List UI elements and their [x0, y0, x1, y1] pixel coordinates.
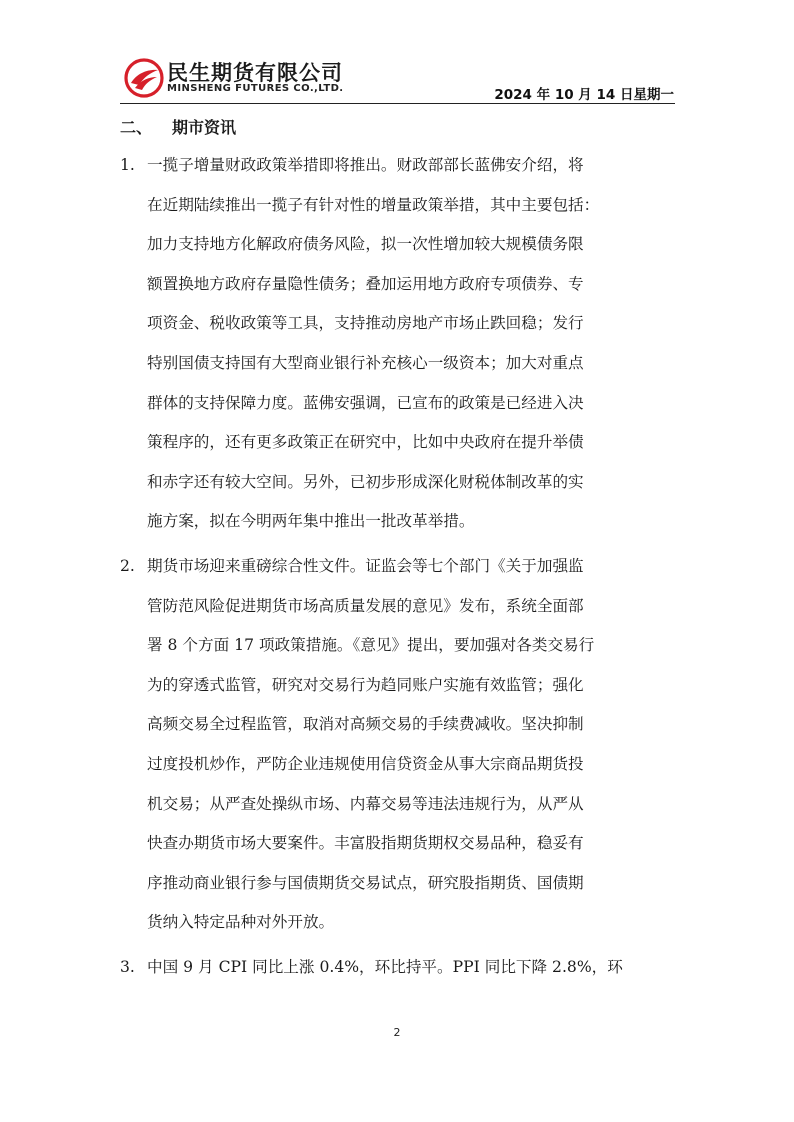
- company-logo: [124, 56, 364, 100]
- news-line: 在近期陆续推出一揽子有针对性的增量政策举措，其中主要包括：: [147, 195, 600, 214]
- news-item: [120, 146, 680, 542]
- report-date: 2024 年 10 月 14 日星期一: [494, 87, 674, 103]
- news-line: 机交易；从严查处操纵市场、内幕交易等违法违规行为，从严从: [147, 794, 584, 813]
- news-line: 策程序的，还有更多政策正在研究中，比如中央政府在提升举债: [147, 433, 584, 452]
- news-line: 群体的支持保障力度。蓝佛安强调，已宣布的政策是已经进入决: [147, 393, 584, 412]
- page-number: 2: [393, 1026, 401, 1039]
- news-line: 额置换地方政府存量隐性债务；叠加运用地方政府专项债券、专: [147, 274, 584, 293]
- news-line: 特别国债支持国有大型商业银行补充核心一级资本；加大对重点: [147, 353, 584, 372]
- page-header: [0, 0, 794, 106]
- section-number: 二、: [120, 118, 153, 137]
- news-line: 快查办期货市场大要案件。丰富股指期货期权交易品种，稳妥有: [147, 834, 584, 853]
- main-content: [120, 112, 680, 987]
- news-line: 项资金、税收政策等工具，支持推动房地产市场止跌回稳；发行: [147, 314, 584, 333]
- company-name-en: MINSHENG FUTURES CO.,LTD.: [167, 83, 344, 94]
- news-line: 和赤字还有较大空间。另外，已初步形成深化财税体制改革的实: [147, 472, 584, 491]
- news-line: 高频交易全过程监管，取消对高频交易的手续费减收。坚决抑制: [147, 715, 584, 734]
- news-line: 货纳入特定品种对外开放。: [147, 913, 335, 932]
- section-title: [120, 112, 680, 144]
- news-line: 加力支持地方化解政府债务风险，拟一次性增加较大规模债务限: [147, 235, 584, 254]
- news-line: 一揽子增量财政政策举措即将推出。财政部部长蓝佛安介绍，将: [147, 156, 584, 174]
- news-line: 序推动商业银行参与国债期货交易试点，研究股指期货、国债期: [147, 873, 584, 892]
- news-item-index: 3.: [120, 957, 135, 976]
- section-title-text: 期市资讯: [172, 118, 237, 137]
- news-item: [120, 948, 680, 988]
- news-item-index: 2.: [120, 556, 135, 575]
- news-line: 施方案，拟在今明两年集中推出一批改革举措。: [147, 512, 475, 531]
- news-line: 期货市场迎来重磅综合性文件。证监会等七个部门《关于加强监: [147, 556, 584, 575]
- news-item: [120, 547, 680, 943]
- news-line: 为的穿透式监管，研究对交易行为趋同账户实施有效监管；强化: [147, 675, 584, 694]
- news-item-index: 1.: [120, 156, 135, 174]
- news-line: 管防范风险促进期货市场高质量发展的意见》发布，系统全面部: [147, 596, 584, 615]
- minsheng-logo-icon: [124, 58, 164, 98]
- header-divider: [120, 103, 675, 104]
- news-line: 署 8 个方面 17 项政策措施。《意见》提出，要加强对各类交易行: [147, 636, 595, 655]
- news-line: 中国 9 月 CPI 同比上涨 0.4%，环比持平。PPI 同比下降 2.8%，环: [147, 957, 623, 976]
- news-line: 过度投机炒作，严防企业违规使用信贷资金从事大宗商品期货投: [147, 754, 584, 773]
- company-name-cn: 民生期货有限公司: [167, 61, 343, 85]
